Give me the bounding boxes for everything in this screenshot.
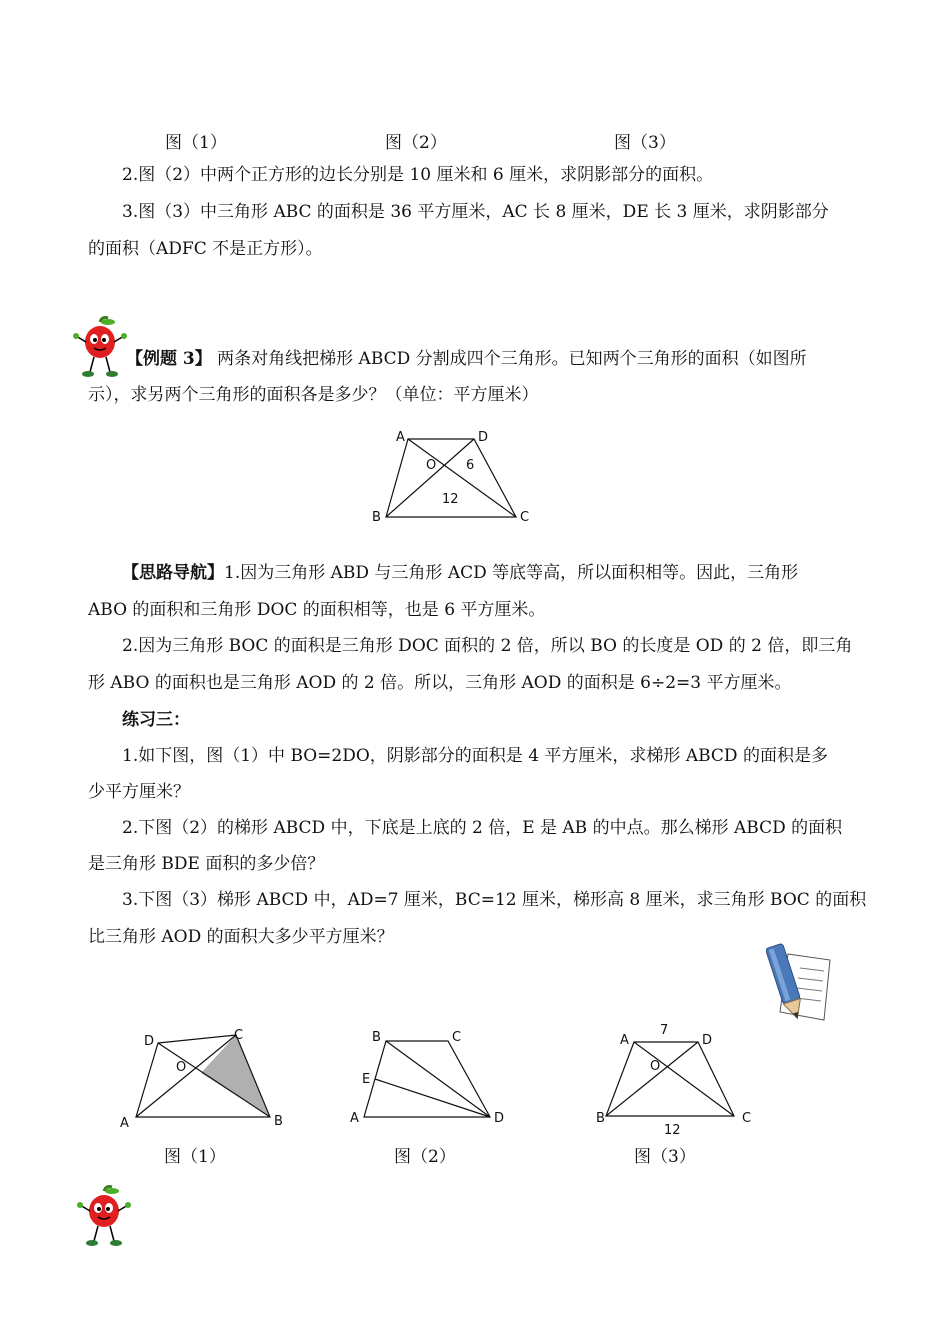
- guide-text1: 1.因为三角形 ABD 与三角形 ACD 等底等高，所以面积相等。因此，三角形: [224, 563, 799, 583]
- practice-q1b: 少平方厘米？: [88, 782, 190, 802]
- practice-q2a: 2.下图（2）的梯形 ABCD 中，下底是上底的 2 倍，E 是 AB 的中点。那么梯形 ABCD 的面积: [122, 818, 843, 838]
- ex-value-12: 12: [442, 492, 459, 507]
- shaded-triangle: [201, 1035, 270, 1117]
- guide-line1: [122, 561, 912, 585]
- practice-q1a: 1.如下图，图（1）中 BO=2DO，阴影部分的面积是 4 平方厘米，求梯形 ABCD 的面积是多: [122, 746, 828, 766]
- practice-figure-2: [340, 1025, 515, 1137]
- practice-q2b: 是三角形 BDE 面积的多少倍？: [88, 854, 325, 874]
- f3-label-7: 7: [660, 1023, 669, 1038]
- practice-q3b: 比三角形 AOD 的面积大多少平方厘米？: [88, 927, 394, 947]
- f1-label-D: D: [144, 1034, 155, 1049]
- f3-label-A: A: [620, 1033, 629, 1048]
- top-caption-2: 图（2）: [385, 133, 447, 153]
- practice-title: 练习三：: [122, 710, 190, 730]
- prev-exercise-3-cont: 的面积（ADFC 不是正方形）。: [88, 239, 323, 259]
- example-3-line1: [126, 347, 916, 371]
- f3-label-D: D: [702, 1033, 713, 1048]
- top-caption-1: 图（1）: [165, 133, 227, 153]
- top-caption-3: 图（3）: [614, 133, 676, 153]
- ex-label-B: B: [372, 510, 381, 525]
- guide-line4: 形 ABO 的面积也是三角形 AOD 的 2 倍。所以，三角形 AOD 的面积是 6÷2=3 平方厘米。: [88, 673, 792, 693]
- f1-label-C: C: [234, 1028, 244, 1043]
- f2-label-C: C: [452, 1030, 462, 1045]
- f2-label-E: E: [362, 1072, 371, 1087]
- example-3-label: 【例题 3】: [126, 349, 212, 369]
- f3-label-C: C: [742, 1111, 752, 1126]
- f3-label-B: B: [596, 1111, 605, 1126]
- pencil-paper-icon: [766, 940, 836, 1025]
- ex-label-C: C: [520, 510, 530, 525]
- f2-label-B: B: [372, 1030, 381, 1045]
- f1-label-B: B: [274, 1114, 283, 1129]
- example-trapezoid-figure: [360, 425, 540, 530]
- fig1-caption: 图（1）: [164, 1147, 226, 1167]
- f2-label-D: D: [494, 1111, 505, 1126]
- practice-figure-3: [590, 1020, 765, 1138]
- fig2-caption: 图（2）: [394, 1147, 456, 1167]
- guide-line3: 2.因为三角形 BOC 的面积是三角形 DOC 面积的 2 倍，所以 BO 的长度是 OD 的 2 倍，即三角: [122, 636, 853, 656]
- f2-label-A: A: [350, 1111, 359, 1126]
- ex-value-6: 6: [466, 458, 475, 473]
- apple-mascot-icon: [72, 314, 128, 380]
- guide-label: 【思路导航】: [122, 563, 224, 583]
- example-3-text: 两条对角线把梯形 ABCD 分割成四个三角形。已知两个三角形的面积（如图所: [217, 349, 807, 369]
- f3-label-12: 12: [664, 1123, 681, 1138]
- fig3-caption: 图（3）: [634, 1147, 696, 1167]
- ex-label-O: O: [426, 458, 437, 473]
- ex-label-A: A: [396, 430, 405, 445]
- guide-line2: ABO 的面积和三角形 DOC 的面积相等，也是 6 平方厘米。: [88, 600, 546, 620]
- f1-label-O: O: [176, 1060, 187, 1075]
- apple-mascot-icon-bottom: [74, 1183, 134, 1249]
- ex-label-D: D: [478, 430, 489, 445]
- f1-label-A: A: [120, 1116, 129, 1131]
- practice-q3a: 3.下图（3）梯形 ABCD 中，AD=7 厘米，BC=12 厘米，梯形高 8 厘米，求三角形 BOC 的面积: [122, 890, 867, 910]
- example-3-line2: 示），求另两个三角形的面积各是多少？（单位：平方厘米）: [88, 385, 539, 405]
- f3-label-O: O: [650, 1059, 661, 1074]
- prev-exercise-2: 2.图（2）中两个正方形的边长分别是 10 厘米和 6 厘米，求阴影部分的面积。: [122, 165, 714, 185]
- practice-figure-1: [112, 1025, 292, 1137]
- prev-exercise-3: 3.图（3）中三角形 ABC 的面积是 36 平方厘米，AC 长 8 厘米，DE 长 3 厘米，求阴影部分: [122, 202, 829, 222]
